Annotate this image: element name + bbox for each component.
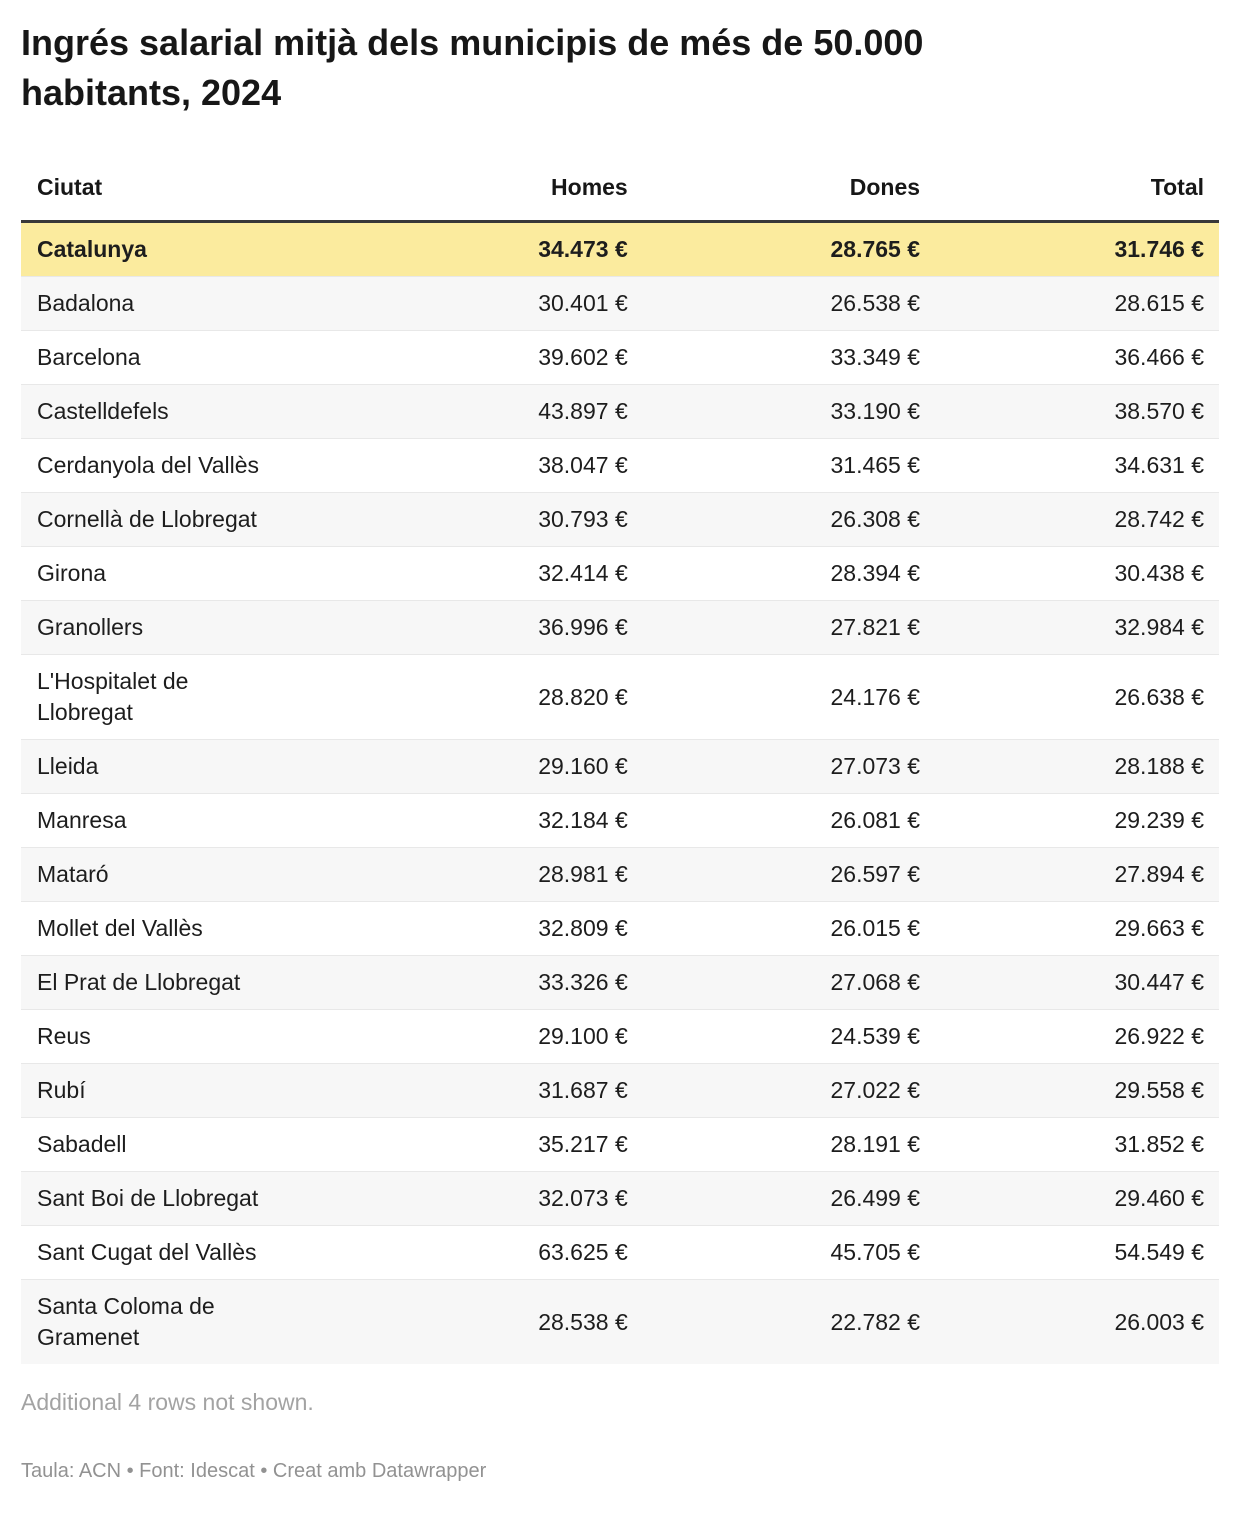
city-cell [21,1118,361,1172]
city-name: Castelldefels [37,398,169,424]
value-cell: 26.638 € [1114,683,1204,710]
column-header-total: Total [935,118,1219,222]
value-cell: 26.499 € [830,1185,921,1211]
column-header-homes: Homes [361,118,643,222]
table-row [21,385,1219,439]
value-cell: 29.460 € [1114,1185,1204,1211]
city-name: Badalona [37,290,135,316]
city-name: Sant Boi de Llobregat [37,1185,259,1211]
value-cell: 28.742 € [1114,506,1204,532]
table-row [21,1172,1219,1226]
city-cell [21,902,361,956]
chart-container [0,18,1240,1514]
value-cell: 29.558 € [1114,1077,1204,1103]
value-cell: 34.631 € [1114,452,1204,478]
salary-table [21,118,1219,1364]
table-row [21,331,1219,385]
value-cell: 22.782 € [830,1308,921,1335]
page-title: Ingrés salarial mitjà dels municipis de més de 50.000 habitants, 2024 [21,22,924,113]
value-cell: 28.188 € [1114,753,1204,779]
table-row [21,493,1219,547]
attribution-line: Taula: ACN • Font: Idescat • Creat amb Datawrapper [21,1460,487,1482]
value-cell: 36.996 € [538,614,628,640]
city-name: Manresa [37,807,127,833]
city-cell [21,1010,361,1064]
value-cell: 27.068 € [830,969,921,995]
city-name: Girona [37,560,107,586]
value-cell: 29.663 € [1114,915,1204,941]
table-row [21,794,1219,848]
value-cell: 28.538 € [538,1308,628,1335]
value-cell: 26.015 € [830,915,921,941]
city-name: Cornellà de Llobregat [37,506,257,532]
value-cell: 31.687 € [538,1077,628,1103]
table-row [21,740,1219,794]
city-cell [21,493,361,547]
value-cell: 28.765 € [830,236,921,262]
value-cell: 27.821 € [830,614,921,640]
value-cell: 30.401 € [538,290,628,316]
value-cell: 28.394 € [830,560,921,586]
city-cell [21,848,361,902]
value-cell: 31.746 € [1114,236,1204,262]
value-cell: 32.184 € [538,807,628,833]
value-cell: 43.897 € [538,398,628,424]
value-cell: 28.615 € [1114,290,1204,316]
table-row [21,956,1219,1010]
city-name: Sant Cugat del Vallès [37,1239,257,1265]
city-name: Barcelona [37,344,141,370]
city-name: Lleida [37,753,99,779]
table-row [21,655,1219,740]
value-cell: 26.922 € [1114,1023,1204,1049]
column-header-dones: Dones [643,118,935,222]
table-row [21,1226,1219,1280]
city-name: Cerdanyola del Vallès [37,452,260,478]
table-row [21,547,1219,601]
value-cell: 36.466 € [1114,344,1204,370]
table-row [21,601,1219,655]
value-cell: 31.852 € [1114,1131,1204,1157]
value-cell: 38.570 € [1114,398,1204,424]
city-name: Catalunya [37,236,147,262]
city-cell [21,740,361,794]
value-cell: 54.549 € [1114,1239,1204,1265]
city-cell [21,1064,361,1118]
value-cell: 34.473 € [538,236,628,262]
city-cell [21,601,361,655]
city-cell [21,331,361,385]
city-name: Santa Coloma de Gramenet [37,1293,215,1350]
table-row [21,1118,1219,1172]
table-row [21,277,1219,331]
city-name: Sabadell [37,1131,127,1157]
city-cell [21,439,361,493]
highlight-row [21,222,1219,277]
value-cell: 32.073 € [538,1185,628,1211]
value-cell: 27.073 € [830,753,921,779]
city-name: Reus [37,1023,91,1049]
city-cell [21,956,361,1010]
value-cell: 35.217 € [538,1131,628,1157]
value-cell: 26.538 € [830,290,921,316]
table-row [21,1064,1219,1118]
city-cell [21,547,361,601]
city-cell [21,277,361,331]
city-name: Mollet del Vallès [37,915,203,941]
table-row [21,902,1219,956]
city-cell [21,222,361,277]
value-cell: 26.308 € [830,506,921,532]
value-cell: 63.625 € [538,1239,628,1265]
value-cell: 33.190 € [830,398,921,424]
table-row [21,1010,1219,1064]
column-header-ciutat: Ciutat [21,118,361,222]
value-cell: 26.597 € [830,861,921,887]
value-cell: 38.047 € [538,452,628,478]
value-cell: 29.160 € [538,753,628,779]
city-name: El Prat de Llobregat [37,969,241,995]
city-name: Granollers [37,614,144,640]
value-cell: 33.326 € [538,969,628,995]
table-row [21,1280,1219,1365]
value-cell: 31.465 € [830,452,921,478]
value-cell: 28.820 € [538,683,628,710]
value-cell: 28.981 € [538,861,628,887]
city-cell [21,655,361,740]
value-cell: 33.349 € [830,344,921,370]
city-name: Rubí [37,1077,86,1103]
table-header [21,118,1219,222]
value-cell: 30.438 € [1114,560,1204,586]
value-cell: 29.100 € [538,1023,628,1049]
value-cell: 32.809 € [538,915,628,941]
city-cell [21,1280,361,1365]
value-cell: 27.022 € [830,1077,921,1103]
city-cell [21,1172,361,1226]
value-cell: 27.894 € [1114,861,1204,887]
value-cell: 32.984 € [1114,614,1204,640]
value-cell: 24.176 € [830,683,921,710]
city-cell [21,385,361,439]
value-cell: 26.081 € [830,807,921,833]
header-row [21,118,1219,222]
value-cell: 26.003 € [1114,1308,1204,1335]
value-cell: 39.602 € [538,344,628,370]
city-cell [21,794,361,848]
value-cell: 30.447 € [1114,969,1204,995]
table-row [21,439,1219,493]
value-cell: 32.414 € [538,560,628,586]
table-row [21,848,1219,902]
table-body [21,222,1219,1365]
city-name: L'Hospitalet de Llobregat [37,668,189,725]
additional-rows-note: Additional 4 rows not shown. [21,1389,314,1415]
value-cell: 30.793 € [538,506,628,532]
value-cell: 29.239 € [1114,807,1204,833]
city-cell [21,1226,361,1280]
value-cell: 45.705 € [830,1239,921,1265]
city-name: Mataró [37,861,109,887]
value-cell: 28.191 € [830,1131,921,1157]
value-cell: 24.539 € [830,1023,921,1049]
